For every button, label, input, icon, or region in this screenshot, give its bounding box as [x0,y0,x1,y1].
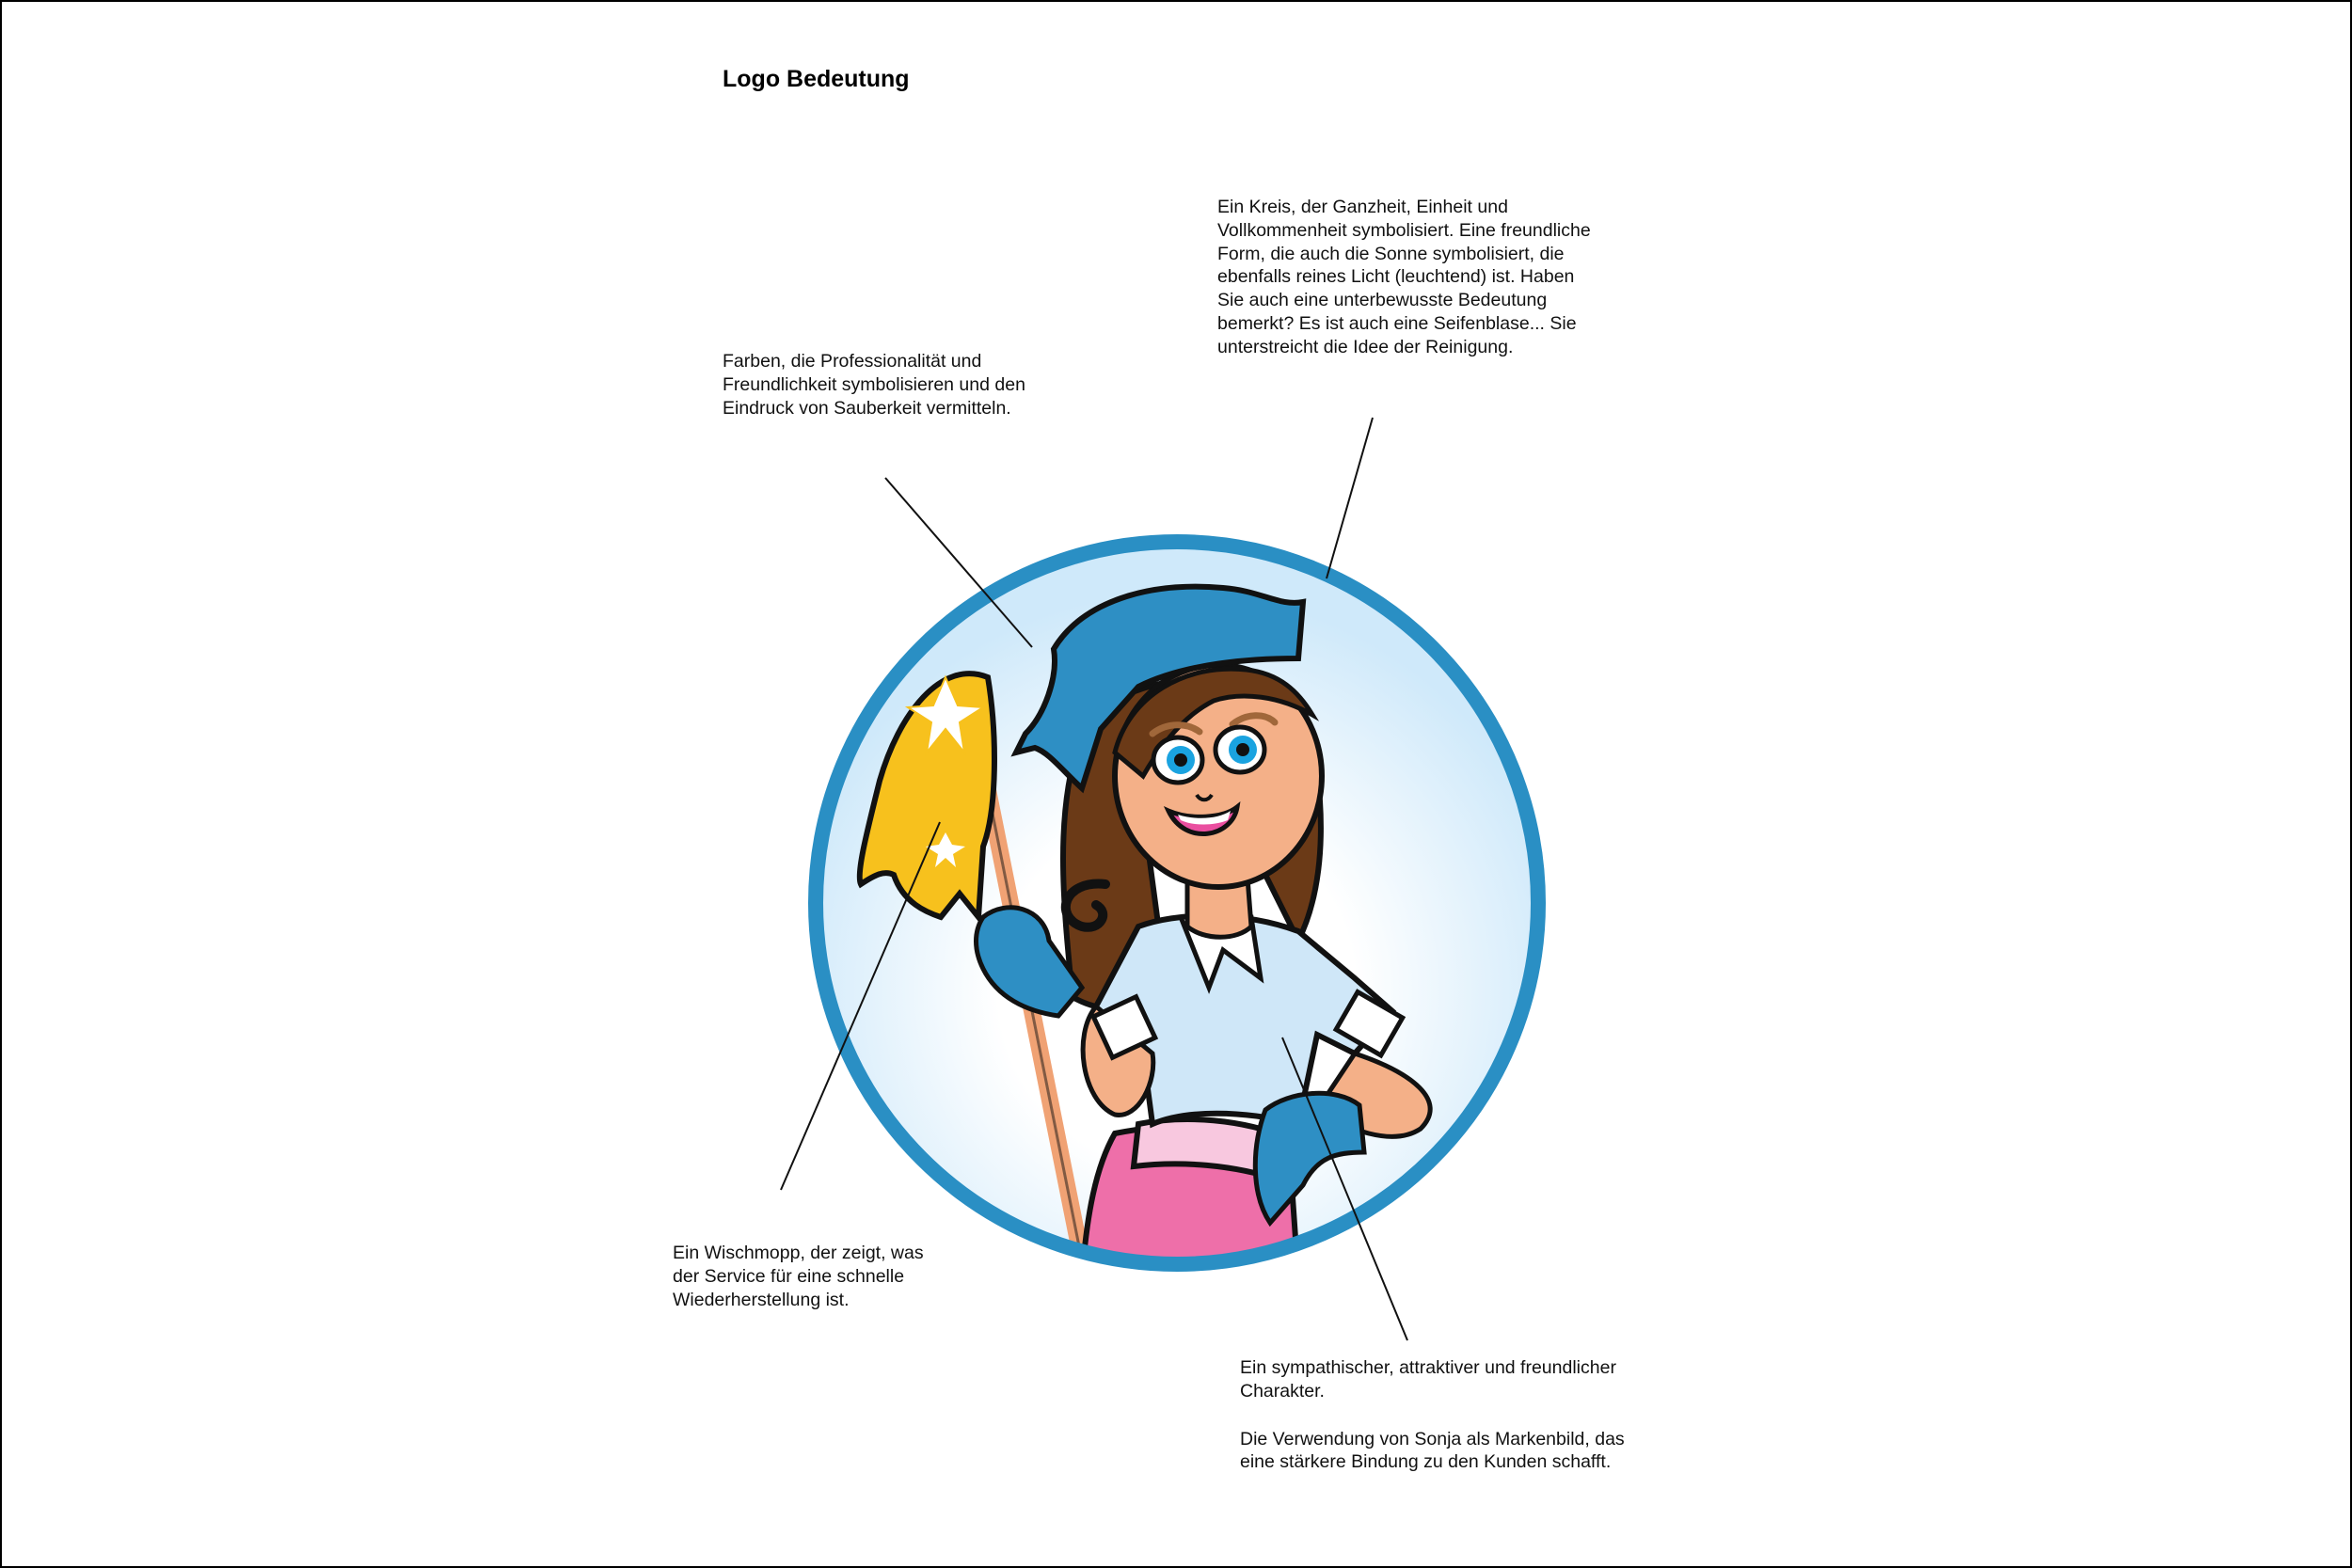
annotation-circle-text: Ein Kreis, der Ganzheit, Einheit und Vollkommenheit symbolisiert. Eine freundliche Form, die auch die Sonne symbolisiert, die ebenfalls reines Licht (leuchtend) ist. Haben Sie auch eine unterbewusste Bedeutung bemerkt? Es ist auch eine Seifenblase... Sie unterstreicht die Idee der Reinigung. [1217,197,1591,357]
annotation-character-text-2: Die Verwendung von Sonja als Markenbild, das eine stärkere Bindung zu den Kunden schafft. [1240,1428,1625,1473]
leader-line-circle [1327,418,1373,578]
annotation-character-text-1: Ein sympathischer, attraktiver und freundlicher Charakter. [1240,1357,1616,1402]
page-title: Logo Bedeutung [723,66,910,92]
annotation-colors-text: Farben, die Professionalität und Freundlichkeit symbolisieren und den Eindruck von Sauberkeit vermitteln. [723,351,1025,419]
logo-emblem [816,542,1538,1279]
annotation-mop-text: Ein Wischmopp, der zeigt, was der Service für eine schnelle Wiederherstellung ist. [673,1243,924,1310]
